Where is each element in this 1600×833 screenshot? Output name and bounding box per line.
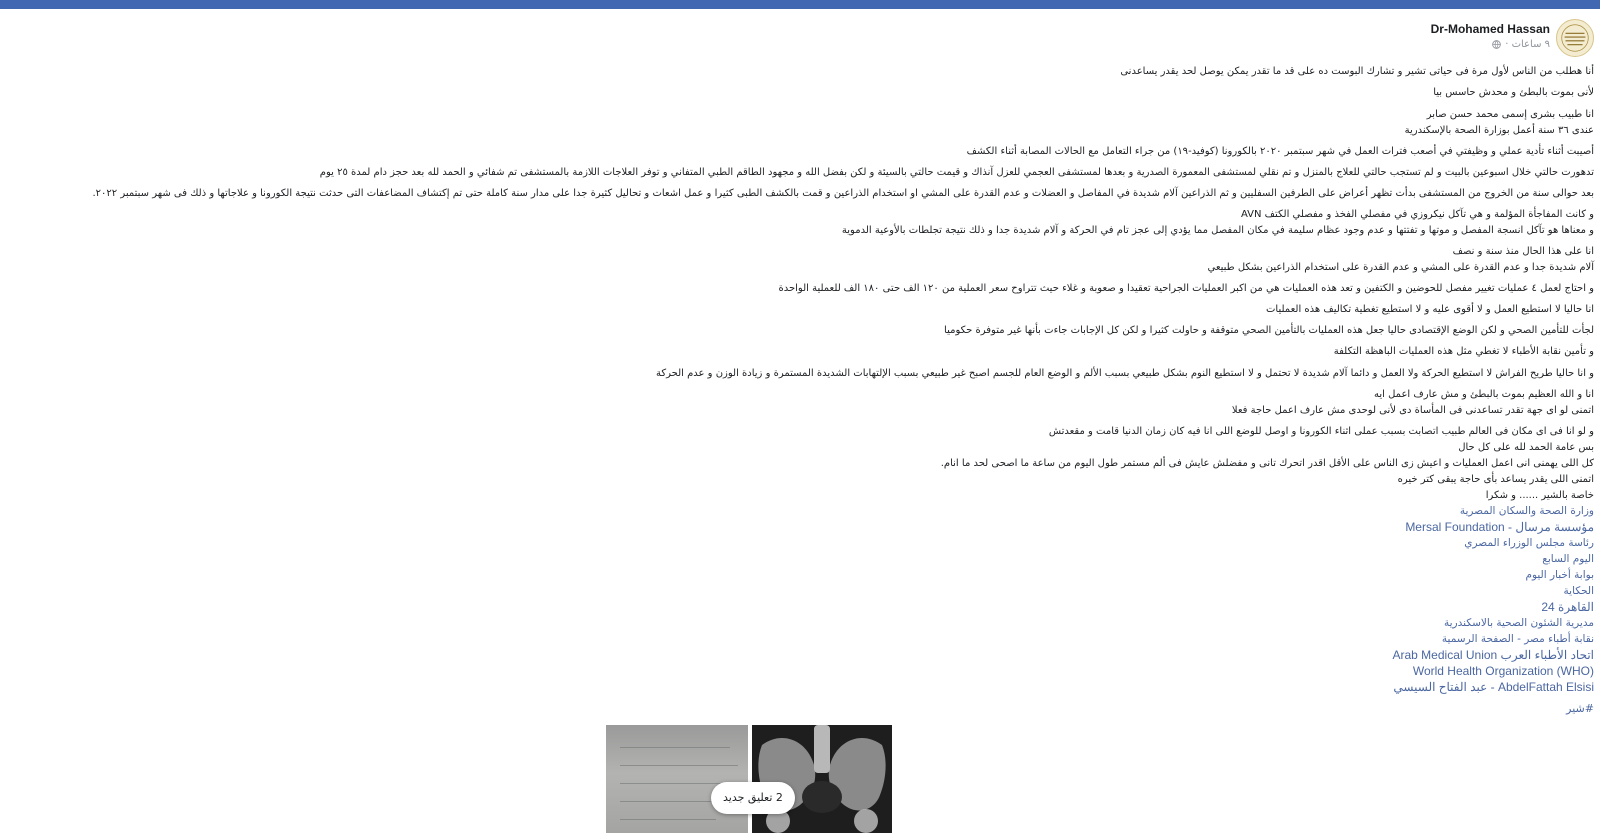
globe-icon (1492, 40, 1501, 49)
tag-link[interactable]: اتحاد الأطباء العرب Arab Medical Union (1392, 648, 1594, 662)
post-meta (1492, 39, 1550, 50)
hashtag-link[interactable]: #شير (1566, 702, 1594, 715)
tag-link[interactable]: مديرية الشئون الصحية بالاسكندرية (1443, 617, 1594, 629)
post-text-line: و كانت المفاجأة المؤلمة و هي تآكل نيكروزي في مفصلي الفخذ و مفصلي الكتف AVN (1240, 209, 1594, 220)
tag-link[interactable]: القاهرة 24 (1541, 600, 1594, 614)
post-text-line: و احتاج لعمل ٤ عمليات تغيير مفصل للحوضين و الكتفين و تعد هذه العمليات هي من اكبر العمليات الجراحية تعقيدا و صعوبة و غلاء حيث تتراوح سعر العملية من ١٢٠ الف حتى ١٨٠ الف للعملية الواحدة (778, 283, 1594, 294)
logo-seal-icon (1557, 20, 1593, 56)
tag-link[interactable]: بوابة أخبار اليوم (1525, 569, 1594, 581)
post-text-line: تدهورت حالتي خلال اسبوعين بالبيت و لم تستجب حالتي للعلاج بالمنزل و تم نقلي لمستشفى المعمورة الصدرية و بعدها لمستشفى العجمي للعزل آنذاك و قيمت حالتي بالسيئة و لكن بفضل الله و مجهود الطاقم الطبي المتفاني و توفر العلاجات اللازمة بالمستشفى تم شفائي و الحمد لله بعد حجز دام لمدة ٢٥ يوم (319, 167, 1594, 178)
post-text-line: بعد حوالى سنة من الخروج من المستشفى بدأت تظهر أعراض على الطرفين السفليين و ثم الذراعين آلام شديدة في المفاصل و العضلات و عدم القدرة على المشي او استخدام الذراعين و قمت بالكشف الطبى كثيرا و عمل اشعات و تحاليل كثيرة جدا على مدار سنة كاملة حتى تم إكتشاف المضاعفات التى حدثت نتيجة الكورونا و علاجاتها و ذلك فى شهر سبتمبر ٢٠٢٢. (92, 188, 1594, 199)
post-text-line: و تأمين نقابة الأطباء لا تغطي مثل هذه العمليات الباهظة التكلفة (1333, 346, 1594, 357)
post-text-line: و لو انا فى اى مكان فى العالم طبيب اتصابت بسبب عملى اثناء الكورونا و اوصل للوضع اللى انا فيه كان زمان الدنيا قامت و مقعدتش (1048, 426, 1594, 437)
tag-link[interactable]: نقابة أطباء مصر - الصفحة الرسمية (1441, 633, 1594, 645)
tag-link[interactable]: AbdelFattah Elsisi - عبد الفتاح السيسي (1393, 680, 1594, 694)
post-text-line: أنا هطلب من الناس لأول مرة فى حياتى تشير و تشارك البوست ده على قد ما تقدر يمكن يوصل لحد يقدر يساعدنى (1120, 66, 1594, 77)
tag-link[interactable]: اليوم السابع (1542, 553, 1594, 565)
photo-xray[interactable] (752, 725, 892, 833)
facebook-post (0, 9, 1600, 833)
post-text-line: و انا حاليا طريح الفراش لا استطيع الحركة ولا العمل و دائما آلام شديدة لا تحتمل و لا استطيع النوم بشكل طبيعي بسبب الألم و الوضع العام للجسم اصبح غير طبيعي بسبب الإلتهابات الشديدة المستمرة و زيادة الوزن و عدم الحركة (656, 368, 1594, 379)
post-text-line: كل اللى يهمنى انى اعمل العمليات و اعيش زى الناس على الأقل اقدر اتحرك تانى و مفضلش عايش فى ألم مستمر طول اليوم من ساعة ما اصحى لحد ما انام. (940, 458, 1594, 469)
post-text-line: انا حاليا لا استطيع العمل و لا أقوى عليه و لا استطيع تغطية تكاليف هذه العمليات (1266, 304, 1594, 315)
post-text-line: اتمنى لو اى جهة تقدر تساعدنى فى المأساة دى لأنى لوحدى مش عارف اعمل حاجة فعلا (1231, 405, 1594, 416)
new-comments-button[interactable]: 2 تعليق جديد (711, 782, 795, 814)
tag-link[interactable]: الحكاية (1563, 585, 1594, 597)
post-text-line: آلام شديدة جدا و عدم القدرة على المشي و عدم القدرة على استخدام الذراعين بشكل طبيعي (1207, 262, 1594, 273)
post-text-line: أصيبت أثناء تأدية عملي و وظيفتي في أصعب فترات العمل في شهر سبتمبر ٢٠٢٠ بالكورونا (كوفيد-١٩) من جراء التعامل مع الحالات المصابة أثناء الكشف (966, 146, 1594, 157)
profile-avatar[interactable] (1556, 19, 1594, 57)
tag-link[interactable]: World Health Organization (WHO) (1412, 664, 1594, 678)
photo-attachments (606, 725, 892, 833)
post-timestamp[interactable]: ٩ ساعات · (1505, 39, 1550, 50)
post-text-line: لجأت للتأمين الصحي و لكن الوضع الإقتصادى حاليا جعل هذه العمليات بالتأمين الصحي متوقفة و حاولت كثيرا و لكن كل الإجابات جاءت بأنها غير متوفرة حكوميا (944, 325, 1594, 336)
photo-document[interactable] (606, 725, 748, 833)
post-text-line: خاصة بالشير ...... و شكرا (1485, 490, 1594, 501)
post-text-line: لأنى بموت بالبطئ و محدش حاسس بيا (1433, 87, 1594, 98)
post-text-line: بس عامة الحمد لله على كل حال (1458, 442, 1594, 453)
post-text-line: و معناها هو تآكل انسجة المفصل و موتها و تفتتها و عدم وجود عظام سليمة في مكان المفصل مما يؤدي إلى عجز تام في الحركة و آلام شديدة جدا و ذلك نتيجة تجلطات بالأوعية الدموية (841, 225, 1594, 236)
tag-link[interactable]: وزارة الصحة والسكان المصرية (1459, 505, 1594, 517)
tag-link[interactable]: مؤسسة مرسال - Mersal Foundation (1405, 520, 1594, 534)
post-text-line: عندى ٣٦ سنة أعمل بوزارة الصحة بالإسكندرية (1404, 125, 1594, 136)
post-text-line: اتمنى اللى يقدر يساعد بأى حاجة يبقى كتر خيره (1397, 474, 1594, 485)
post-text-line: انا طبيب بشرى إسمى محمد حسن صابر (1426, 109, 1594, 120)
tag-link[interactable]: رئاسة مجلس الوزراء المصري (1464, 537, 1594, 549)
top-navigation-bar (0, 0, 1600, 9)
post-text-line: انا و الله العظيم بموت بالبطئ و مش عارف اعمل ايه (1374, 389, 1594, 400)
post-author-name[interactable]: Dr-Mohamed Hassan (1430, 22, 1550, 36)
post-text-line: انا على هذا الحال منذ سنة و نصف (1452, 246, 1594, 257)
